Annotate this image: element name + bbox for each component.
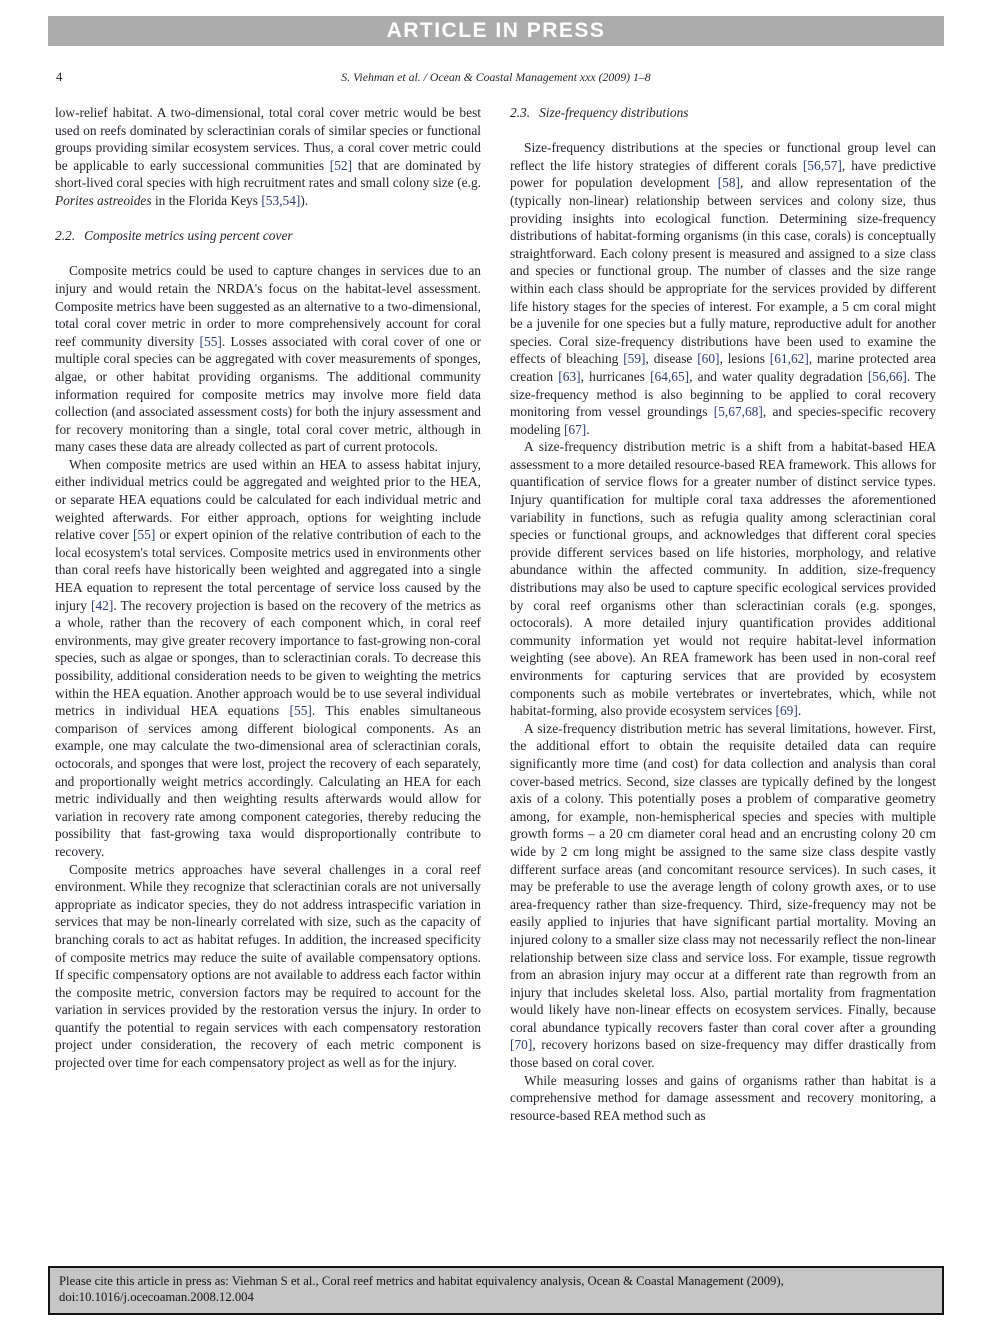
citation-link[interactable]: [61,62]: [769, 351, 809, 367]
paragraph: low-relief habitat. A two-dimensional, total coral cover metric would be best used on reefs dominated by scleractinian corals of similar species or functional groups providing similar ecosystem services. Thus, a coral cover metric could be applicable to early successional communities [52] that are dominated by short-lived coral species with high recruitment rates and small colony size (e.g. Porites astreoides in the Florida Keys [53,54]).: [55, 105, 481, 208]
citation-link[interactable]: [60]: [697, 351, 720, 367]
citation-footer-line1: Please cite this article in press as: Viehman S et al., Coral reef metrics and habitat equivalency analysis, Ocean & Coastal Management (2009),: [59, 1274, 784, 1288]
paragraph: When composite metrics are used within an HEA to assess habitat injury, either individual metrics could be aggregated and weighted prior to the HEA, or separate HEA equations could be calculated for each individual metric and weighted afterwards. For either approach, options for weighting include relative cover [55] or expert opinion of the relative contribution of each to the local ecosystem's total services. Composite metrics used in environments other than coral reefs have historically been weighted and aggregated into a single HEA equation to represent the total percentage of service loss caused by the injury [42]. The recovery projection is based on the recovery of the metrics as a whole, rather than the recovery of each component which, in coral reef environments, may give greater recovery importance to fast-growing non-coral species, such as algae or sponges, than to scleractinian corals. To decrease this possibility, additional consideration needs to be given to weighting the metrics within the HEA equation. Another approach would be to use several individual metrics in individual HEA equations [55]. This enables simultaneous comparison of services among different biological components. As an example, one may calculate the two-dimensional area of scleractinian corals, octocorals, and sponges that were lost, project the recovery of each separately, and proportionally weight metrics accordingly. Calculating an HEA for each metric individually and then weighting results afterwards would allow for variation in recovery rate among component categories, thereby reducing the possibility that fast-growing taxa would disproportionally contribute to recovery.: [55, 456, 481, 859]
citation-link[interactable]: [42]: [91, 597, 114, 613]
running-title: S. Viehman et al. / Ocean & Coastal Management xxx (2009) 1–8: [341, 70, 651, 84]
paragraph: Composite metrics could be used to capture changes in services due to an injury and would retain the NRDA's focus on the habitat-level assessment. Composite metrics have been suggested as an alternative to a two-dimensional, total coral cover metric in order to more comprehensively account for coral reef community diversity [55]. Losses associated with coral cover of one or multiple coral species can be aggregated with cover measurements of sponges, algae, or other habitat providing organisms. The additional community information required for composite metrics may involve more field data collection (and associated assessment costs) for both the injury assessment and for recovery monitoring than a single, total coral cover metric, although in many cases these data are already collected as part of current protocols.: [55, 263, 481, 455]
citation-link[interactable]: [55]: [289, 703, 312, 719]
article-in-press-banner: [48, 16, 944, 46]
section-heading: [55, 227, 481, 245]
citation-link[interactable]: [63]: [558, 368, 581, 384]
paragraph: Composite metrics approaches have several challenges in a coral reef environment. While they recognize that scleractinian corals are not universally appropriate as indicator species, they do not address intraspecific variation in services that may be non-linearly correlated with size, such as the capacity of branching corals to act as habitat refuges. In addition, the increased specificity of composite metrics may reduce the suite of available compensatory options. If specific compensatory options are not available to address each factor within the composite metric, conversion factors may be required to account for the variation in services provided by the restoration versus the injury. In order to quantify the potential to regain services with each compensatory restoration project under consideration, the recovery of each metric component is projected over time for each compensatory project as well as for the injury.: [55, 861, 481, 1071]
paragraph: A size-frequency distribution metric is a shift from a habitat-based HEA assessment to a more detailed resource-based REA framework. This allows for quantification of service flows for a greater number of distinct service types. Injury quantification for multiple coral taxa addresses the aforementioned variability in functions, such as refugia quality among scleractinian coral species or functional groups, and acknowledges that different coral species provide different services based on life histories, morphology, and relative abundance within the affected community. In addition, size-frequency distributions may also be used to capture specific ecological services provided by coral reef organisms other than scleractinian corals (e.g. sponges, octocorals). A more detailed injury quantification provides additional community information yet would not require habitat-level information weighting (see above). An REA framework has been used in non-coral reef environments for capturing services that are provided by ecosystem components such as mobile vertebrates or invertebrates, which, while not habitat-forming, also provide ecosystem services [69].: [510, 439, 936, 719]
citation-link[interactable]: [55]: [133, 527, 156, 543]
banner-text: ARTICLE IN PRESS: [386, 19, 606, 42]
paragraph: Size-frequency distributions at the species or functional group level can reflect the life history strategies of different corals [56,57], have predictive power for population development [58], and allow representation of the (typically non-linear) relationship between services and colony size, thus providing insights into ecological function. Determining size-frequency distributions of habitat-forming organisms (in this case, corals) is conceptually straightforward. Each colony present is measured and assigned to a size class and species or functional group. The number of classes and the size range within each class should be appropriate for the services provided by different life history stages for the species of interest. For example, a 5 cm coral might be a juvenile for one species but a fully mature, reproductive adult for another species. Coral size-frequency distributions have been used to examine the effects of bleaching [59], disease [60], lesions [61,62], marine protected area creation [63], hurricanes [64,65], and water quality degradation [56,66]. The size-frequency method is also beginning to be applied to coral recovery monitoring from vessel groundings [5,67,68], and species-specific recovery modeling [67].: [510, 140, 936, 437]
paragraph: While measuring losses and gains of organisms rather than habitat is a comprehensive method for damage assessment and recovery monitoring, a resource-based REA method such as: [510, 1072, 936, 1123]
paragraph: A size-frequency distribution metric has several limitations, however. First, the additional effort to obtain the requisite detailed data can require significantly more time (and cost) for data collection and analysis than coral cover-based metrics. Second, size classes are typically defined by the longest axis of a colony. This potentially poses a problem of comparative geometry among, for example, non-hemispherical species and species with multiple growth forms – a 20 cm diameter coral head and an encrusting colony 20 cm wide by 2 cm long might be assigned to the same size class despite vastly different surface areas (and concomitant resource services). In such cases, it may be preferable to use the average length of colony growth axes, or to use area-frequency rather than size-frequency. Third, size-frequency may not be easily applied to injuries that have significant partial mortality. Moving an injured colony to a smaller size class may not necessarily reflect the non-linear relationship between size class and service loss. For example, tissue regrowth from an abrasion injury may occur at a different rate than regrowth from an injury that includes skeletal loss. Also, partial mortality from fragmentation would likely have non-linear effects on ecosystem services. Finally, because coral abundance typically recovers faster than coral cover after a grounding [70], recovery horizons based on size-frequency may differ drastically from those based on coral cover.: [510, 720, 936, 1071]
citation-link[interactable]: [59]: [623, 351, 646, 367]
citation-link[interactable]: [56,66]: [867, 368, 907, 384]
citation-footer-line2: doi:10.1016/j.ocecoaman.2008.12.004: [59, 1290, 254, 1305]
species-name: Porites astreoides: [55, 192, 152, 208]
citation-link[interactable]: [52]: [329, 157, 353, 173]
citation-footer: [48, 1266, 944, 1315]
right-column: [510, 104, 936, 1124]
citation-link[interactable]: [58]: [717, 175, 740, 191]
citation-link[interactable]: [53,54]: [261, 192, 301, 208]
citation-link[interactable]: [70]: [510, 1037, 533, 1053]
section-title: Size-frequency distributions: [539, 105, 689, 120]
citation-link[interactable]: [56,57]: [802, 157, 842, 173]
section-title: Composite metrics using percent cover: [84, 228, 293, 244]
section-number: 2.3.: [510, 105, 531, 120]
citation-link[interactable]: [69]: [775, 703, 798, 719]
citation-link[interactable]: [64,65]: [650, 368, 690, 384]
section-number: 2.2.: [55, 228, 76, 244]
left-column: [55, 104, 481, 1124]
citation-link[interactable]: [55]: [199, 333, 222, 349]
page-number: 4: [56, 70, 63, 84]
page-body: [55, 104, 937, 1124]
section-heading: [510, 104, 936, 122]
running-head: [48, 70, 944, 86]
citation-link[interactable]: [5,67,68]: [713, 404, 763, 420]
citation-link[interactable]: [67]: [563, 421, 587, 437]
